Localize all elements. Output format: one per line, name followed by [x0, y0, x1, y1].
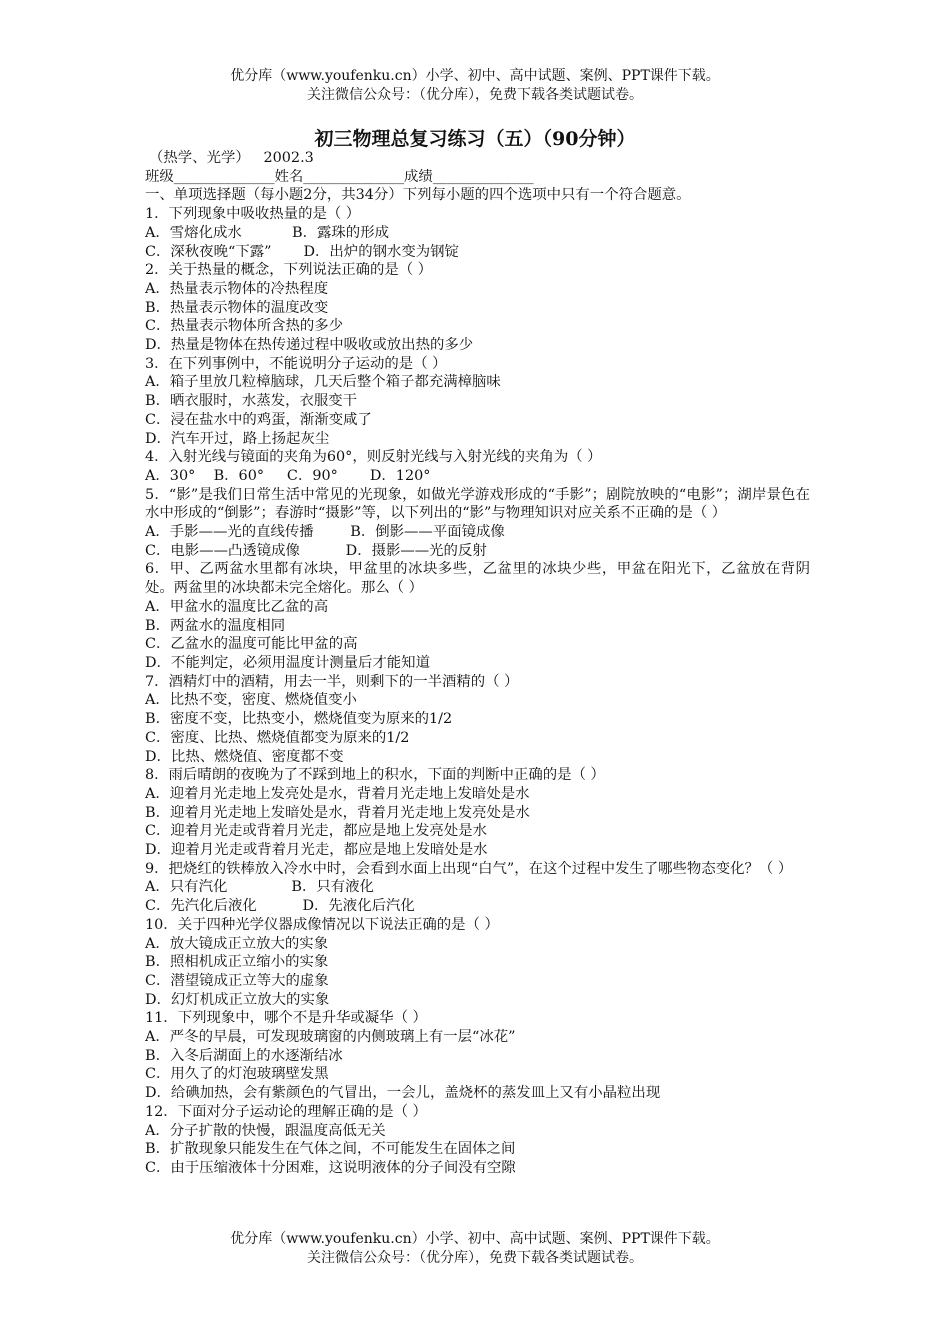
question-option: B．入冬后湖面上的水逐渐结冰	[145, 1047, 343, 1064]
question-option: A．手影——光的直线传播 B．倒影——平面镜成像	[145, 524, 505, 541]
question-option: B．晒衣服时，水蒸发，衣服变干	[145, 393, 358, 410]
question-stem: 8．雨后晴朗的夜晚为了不踩到地上的积水，下面的判断中正确的是（ ）	[145, 767, 605, 784]
question-option: A．雪熔化成水 B．露珠的形成	[145, 224, 389, 241]
question-option: D．不能判定，必须用温度计测量后才能知道	[145, 654, 430, 671]
question-option: A．比热不变，密度、燃烧值变小	[145, 692, 357, 709]
question-option: C．深秋夜晚“下露” D．出炉的钢水变为钢锭	[145, 243, 459, 260]
question-stem: 3．在下列事例中，不能说明分子运动的是（ ）	[145, 355, 447, 372]
question-option: B．迎着月光走地上发暗处是水，背着月光走地上发亮处是水	[145, 804, 530, 821]
question-block	[145, 355, 810, 449]
question-stem: 5．“影”是我们日常生活中常见的光现象，如做光学游戏形成的“手影”；剧院放映的“电影”；湖岸景色在水中形成的“倒影”；春游时“摄影”等，以下列出的“影”与物理知识对应关系不正确的是（ ）	[145, 486, 810, 522]
question-block	[145, 766, 810, 860]
header-line-2: 关注微信公众号：（优分库），免费下载各类试题试卷。	[307, 86, 643, 103]
question-stem: 10．关于四种光学仪器成像情况以下说法正确的是（ ）	[145, 916, 499, 933]
question-option: B．热量表示物体的温度改变	[145, 299, 329, 316]
page-title: 初三物理总复习练习（五）（90分钟）	[314, 128, 636, 150]
question-block	[145, 560, 810, 672]
question-option: C．浸在盐水中的鸡蛋，渐渐变咸了	[145, 411, 372, 428]
question-option: A．只有汽化 B．只有液化	[145, 879, 374, 896]
question-option: B．扩散现象只能发生在气体之间，不可能发生在固体之间	[145, 1141, 516, 1158]
question-option: D．汽车开过，路上扬起灰尘	[145, 430, 330, 447]
question-block	[145, 205, 810, 261]
question-stem: 1．下列现象中吸收热量的是（ ）	[145, 206, 361, 223]
question-option: C．乙盆水的温度可能比甲盆的高	[145, 636, 358, 653]
question-stem: 7．酒精灯中的酒精，用去一半，则剩下的一半酒精的（ ）	[145, 673, 519, 690]
page-header	[0, 67, 950, 104]
question-list	[145, 205, 810, 1178]
section-heading: 一、单项选择题（每小题2分，共34分）下列每小题的四个选项中只有一个符合题意。	[145, 187, 691, 204]
question-block	[145, 860, 810, 916]
question-option: A．甲盆水的温度比乙盆的高	[145, 598, 329, 615]
question-option: A．分子扩散的快慢，跟温度高低无关	[145, 1122, 386, 1139]
question-option: A．箱子里放几粒樟脑球，几天后整个箱子都充满樟脑味	[145, 374, 501, 391]
document-body	[145, 149, 810, 1178]
question-block	[145, 1009, 810, 1103]
question-option: D．比热、燃烧值、密度都不变	[145, 748, 344, 765]
question-option: D．给碘加热，会有紫颜色的气冒出，一会儿，盖烧杯的蒸发皿上又有小晶粒出现	[145, 1085, 661, 1102]
header-line-1: 优分库（www.youfenku.cn）小学、初中、高中试题、案例、PPT课件下载。	[230, 68, 720, 84]
question-block	[145, 486, 810, 561]
question-stem: 4．入射光线与镜面的夹角为60°，则反射光线与入射光线的夹角为（ ）	[145, 449, 602, 466]
question-option: A．热量表示物体的冷热程度	[145, 280, 329, 297]
question-stem: 12．下面对分子运动论的理解正确的是（ ）	[145, 1103, 427, 1120]
question-option: C．用久了的灯泡玻璃壁发黑	[145, 1066, 329, 1083]
student-info-fields: 班级______________姓名______________成绩______________	[145, 168, 534, 185]
question-option: D．幻灯机成正立放大的实象	[145, 991, 330, 1008]
question-block	[145, 448, 810, 485]
question-option: C．热量表示物体所含热的多少	[145, 318, 344, 335]
question-option: A．30° B．60° C．90° D．120°	[145, 467, 431, 484]
question-block	[145, 261, 810, 355]
footer-line-1: 优分库（www.youfenku.cn）小学、初中、高中试题、案例、PPT课件下载。	[230, 1231, 720, 1247]
question-option: C．由于压缩液体十分困难，这说明液体的分子间没有空隙	[145, 1159, 516, 1176]
question-option: C．迎着月光走或背着月光走，都应是地上发亮处是水	[145, 823, 487, 840]
page-footer	[0, 1230, 950, 1267]
question-block	[145, 916, 810, 1010]
question-option: C．密度、比热、燃烧值都变为原来的1/2	[145, 729, 410, 746]
question-stem: 2．关于热量的概念，下列说法正确的是（ ）	[145, 262, 433, 279]
question-option: D．热量是物体在热传递过程中吸收或放出热的多少	[145, 337, 474, 354]
question-block	[145, 1103, 810, 1178]
question-option: C．先汽化后液化 D．先液化后汽化	[145, 898, 415, 915]
question-option: A．严冬的早晨，可发现玻璃窗的内侧玻璃上有一层“冰花”	[145, 1029, 516, 1046]
question-option: B．两盆水的温度相同	[145, 617, 286, 634]
question-option: D．迎着月光走或背着月光走，都应是地上发暗处是水	[145, 842, 488, 859]
footer-line-2: 关注微信公众号：（优分库），免费下载各类试题试卷。	[307, 1249, 643, 1266]
question-option: C．电影——凸透镜成像 D．摄影——光的反射	[145, 542, 487, 559]
question-stem: 9．把烧红的铁棒放入冷水中时，会看到水面上出现“白气”，在这个过程中发生了哪些物态变化？（ ）	[145, 860, 793, 877]
question-option: C．潜望镜成正立等大的虚象	[145, 972, 329, 989]
question-stem: 11．下列现象中，哪个不是升华或凝华（ ）	[145, 1010, 427, 1027]
question-option: A．迎着月光走地上发亮处是水，背着月光走地上发暗处是水	[145, 785, 530, 802]
question-option: B．密度不变，比热变小，燃烧值变为原来的1/2	[145, 711, 453, 728]
question-block	[145, 673, 810, 767]
subject-date: （热学、光学） 2002.3	[149, 150, 314, 166]
question-stem: 6．甲、乙两盆水里都有冰块，甲盆里的冰块多些，乙盆里的冰块少些，甲盆在阳光下，乙盆放在背阴处。两盆里的冰块都未完全熔化。那么（ ）	[145, 561, 810, 597]
question-option: B．照相机成正立缩小的实象	[145, 954, 329, 971]
question-option: A．放大镜成正立放大的实象	[145, 935, 329, 952]
